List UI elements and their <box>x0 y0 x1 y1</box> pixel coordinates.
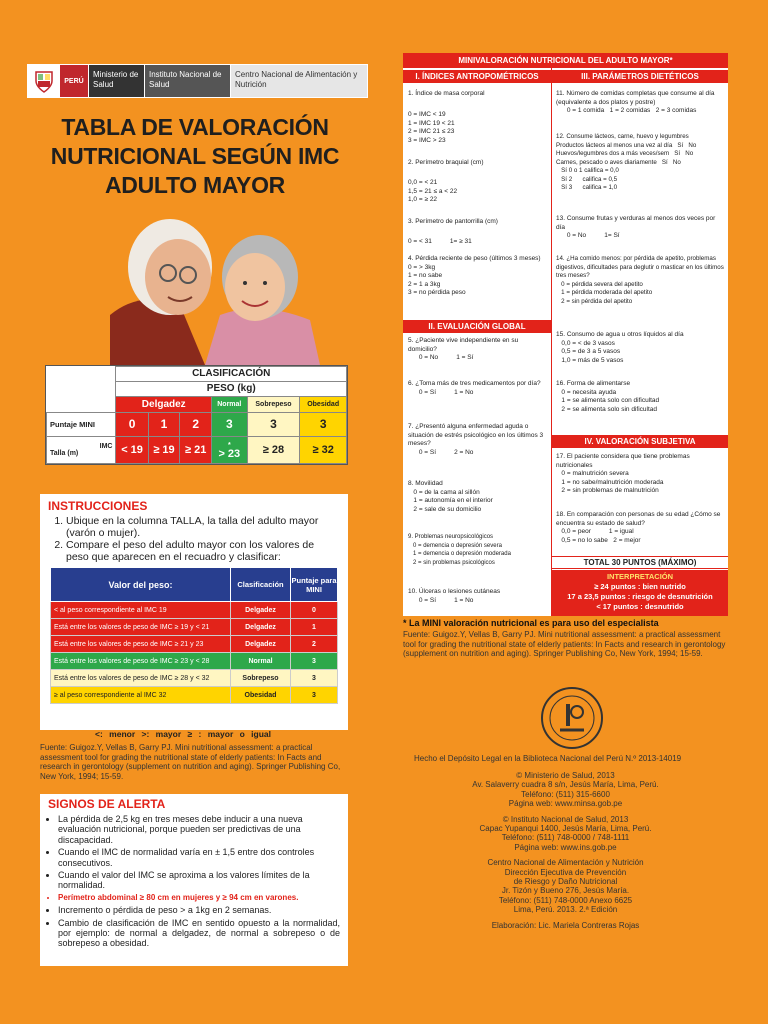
table-row: Está entre los valores de peso de IMC ≥ 23 y < 28 Normal 3 <box>51 653 338 670</box>
alert-signs-title: SIGNOS DE ALERTA <box>48 797 166 811</box>
mna-question: 3. Perímetro de pantorrilla (cm) <box>408 218 498 225</box>
mna-question: 18. En comparación con personas de su edad ¿Cómo se encuentra su estado de salud? 0,0 = peor 1 = igual 0,5 = no lo sabe 2 = mejor <box>556 511 721 544</box>
section-antropometricos: I. ÍNDICES ANTROPOMÉTRICOS <box>403 70 551 83</box>
mna-question: 8. Movilidad 0 = de la cama al sillón 1 = autonomía en el interior 2 = sale de su domicilio <box>408 480 493 513</box>
elderly-couple-image <box>110 205 320 365</box>
col-valor-peso: Valor del peso: <box>51 568 231 602</box>
section-valoracion-subjetiva: IV. VALORACIÓN SUBJETIVA <box>552 435 728 448</box>
imc-talla-label: IMC Talla (m) <box>47 436 116 463</box>
alert-signs-panel <box>40 794 348 966</box>
table-row: < al peso correspondiente al IMC 19 Delgadez 0 <box>51 602 338 619</box>
clasificacion-heading: CLASIFICACIÓN <box>116 367 347 382</box>
puntaje-cell: 2 <box>180 413 212 436</box>
mna-question: 17. El paciente considera que tiene problemas nutricionales 0 = malnutrición severa 1 = no sabe/malnutrición moderada 2 = sin problemas de malnutrición <box>556 453 690 494</box>
mna-question: 6. ¿Toma más de tres medicamentos por día? 0 = Sí 1 = No <box>408 380 541 396</box>
cenan-seal-icon <box>540 686 605 751</box>
imc-cell: * > 23 <box>212 436 248 463</box>
centro-label: Centro Nacional de Alimentación y Nutrición <box>230 65 367 97</box>
interpretation-box <box>552 570 728 616</box>
mna-question: 5. ¿Paciente vive independiente en su domicilio? 0 = No 1 = Sí <box>408 337 519 361</box>
imc-cell: < 19 <box>116 436 148 463</box>
list-item: • Cuando el valor del IMC se aproxima a los valores límites de la normalidad. <box>58 870 340 891</box>
ministerio-label: Ministerio de Salud <box>88 65 144 97</box>
interpretation-line: < 17 puntos : desnutrido <box>596 602 684 611</box>
specialist-note: * La MINI valoración nutricional es para uso del especialista <box>403 618 659 628</box>
puntaje-cell: 0 <box>116 413 148 436</box>
instructions-panel <box>40 494 348 730</box>
mna-question: 14. ¿Ha comido menos: por pérdida de apetito, problemas digestivos, dificultades para deglutir o masticar en los últimos tres meses? 0 = pérdida severa del apetito 1 = pérdida moderada del apetito 2 = sin pérdida del apetito <box>556 255 724 305</box>
institutional-header <box>27 64 368 98</box>
mna-question: 16. Forma de alimentarse 0 = necesita ayuda 1 = se alimenta solo con dificultad 2 = se alimenta solo sin dificultad <box>556 380 660 413</box>
legal-deposit: Hecho el Depósito Legal en la Biblioteca Nacional del Perú N.º 2013-14019 <box>414 754 682 763</box>
title-line-3: ADULTO MAYOR <box>105 172 285 198</box>
puntaje-cell: 3 <box>247 413 300 436</box>
page-title <box>40 113 350 200</box>
mna-question: 15. Consumo de agua u otros líquidos al día 0,0 = < de 3 vasos 0,5 = de 3 a 5 vasos 1,0 = más de 5 vasos <box>556 331 684 364</box>
table-row: ≥ al peso correspondiente al IMC 32 Obesidad 3 <box>51 687 338 704</box>
mna-question: 1. Índice de masa corporal <box>408 90 485 97</box>
coat-of-arms-icon <box>28 65 60 97</box>
alert-signs-list <box>40 814 348 949</box>
mna-question: 13. Consume frutas y verduras al menos dos veces por día 0 = No 1= Sí <box>556 215 716 239</box>
table-row: Está entre los valores de peso de IMC ≥ 28 y < 32 Sobrepeso 3 <box>51 670 338 687</box>
peru-label: PERÚ <box>60 65 88 97</box>
puntaje-cell: 3 <box>212 413 248 436</box>
imc-cell: ≥ 28 <box>247 436 300 463</box>
mna-question: 9. Problemas neuropsicológicos 0 = demencia o depresión severa 1 = demencia o depresión moderada 2 = sin problemas psicológicos <box>408 534 511 566</box>
symbols-legend: <: menor >: mayor ≥ : mayor o igual <box>95 729 272 739</box>
credits-block: © Ministerio de Salud, 2013 Av. Salaverry cuadra 8 s/n, Jesús María, Lima, Perú. Teléfono: (511) 315-6600 Página web: www.minsa.gob.pe © Instituto Nacional de Salud, 2013 Capac Yupanqui 1400, Jesús María, Lima, Perú. Teléfono: (511) 748-0000 / 748-1111 Página web: www.ins.gob.pe Centro Nacional de Alimentación y Nutrición Dirección Ejecutiva de Prevención de Riesgo y Daño Nutricional Jr. Tizón y Bueno 276, Jesús María. Teléfono: (511) 748-0000 Anexo 6625 Lima, Perú. 2013. 2.ª Edición Elaboración: Lic. Mariela Contreras Rojas <box>472 771 659 930</box>
mna-question: 4. Pérdida reciente de peso (últimos 3 meses) 0 = > 3kg 1 = no sabe 2 = 1 a 3kg 3 = no pérdida peso <box>408 255 541 296</box>
list-item: • Perímetro abdominal ≥ 80 cm en mujeres y ≥ 94 cm en varones. <box>58 893 340 903</box>
list-item: • La pérdida de 2,5 kg en tres meses debe inducir a una nueva evaluación nutricional, porque pueden ser predictivas de una discapacidad. <box>58 814 340 845</box>
mna-options: 0 = IMC < 19 1 = IMC 19 < 21 2 = IMC 21 ≤ 23 3 = IMC > 23 <box>408 111 455 144</box>
interpretation-line: ≥ 24 puntos : bien nutrido <box>594 582 686 591</box>
instructions-list <box>40 515 348 563</box>
sobrepeso-header: Sobrepeso <box>247 396 300 413</box>
weight-classification-table <box>50 567 338 704</box>
mna-question: 7. ¿Presentó alguna enfermedad aguda o situación de estrés psicológico en los últimos 3 meses? 0 = Sí 2 = No <box>408 423 544 456</box>
column-divider <box>551 68 552 616</box>
mna-panel <box>403 53 728 616</box>
mna-question: 12. Consume lácteos, carne, huevo y legumbres Productos lácteos al menos una vez al día Sí No Huevos/legumbres dos a más veces/sem Sí No Carnes, pescado o aves diariamente Sí No Sí 0 o 1 califica = 0,0 Sí 2 califica = 0,5 Sí 3 califica = 1,0 <box>556 133 697 191</box>
source-citation-2: Fuente: Guigoz.Y, Vellas B, Garry PJ. Mini nutritional assessment: a practical assessment tool for grading the nutritional state of elderly patients: In Facts and research in gerontology (supplement on nutrition and aging). Springer Publishing Co, New York, 1994; 15-59. <box>403 630 726 658</box>
table-row: Está entre los valores de peso de IMC ≥ 19 y < 21 Delgadez 1 <box>51 619 338 636</box>
source-citation: Fuente: Guigoz.Y, Vellas B, Garry PJ. Mini nutritional assessment: a practical assessment tool for grading the nutritional state of elderly patients: In Facts and research in gerontology (supplement on nutrition and aging). Springer Publishing Co, New York, 1994; 15-59. <box>40 743 341 781</box>
imc-cell: ≥ 21 <box>180 436 212 463</box>
title-line-2: NUTRICIONAL SEGÚN IMC <box>50 143 340 169</box>
interpretation-title: INTERPRETACIÓN <box>606 572 674 581</box>
total-points: TOTAL 30 PUNTOS (MÁXIMO) <box>552 556 728 569</box>
puntaje-mini-label: Puntaje MINI <box>47 413 116 436</box>
list-item: • Cuando el IMC de normalidad varía en ± 1,5 entre dos controles consecutivos. <box>58 847 340 868</box>
col-clasificacion: Clasificación <box>231 568 291 602</box>
delgadez-header: Delgadez <box>116 396 212 413</box>
puntaje-cell: 1 <box>148 413 180 436</box>
peso-heading: PESO (kg) <box>116 381 347 396</box>
title-line-1: TABLA DE VALORACIÓN <box>61 114 329 140</box>
interpretation-line: 17 a 23,5 puntos : riesgo de desnutrición <box>567 592 713 601</box>
table-row: Está entre los valores de peso de IMC ≥ 21 y 23 Delgadez 2 <box>51 636 338 653</box>
list-item: • Cambio de clasificación de IMC en sentido opuesto a la normalidad, por ejemplo: de normal a delgadez, de normal a sobrepeso o de sobrepeso a obesidad. <box>58 918 340 949</box>
imc-classification-table <box>45 365 348 465</box>
normal-header: Normal <box>212 396 248 413</box>
mna-options: 0,0 = < 21 1,5 = 21 ≤ a < 22 1,0 = ≥ 22 <box>408 179 458 203</box>
col-puntaje: Puntaje para MINI <box>291 568 338 602</box>
section-dieteticos: III. PARÁMETROS DIETÉTICOS <box>552 70 728 83</box>
mna-question: 2. Perímetro braquial (cm) <box>408 159 484 166</box>
instruction-step: 2. Compare el peso del adulto mayor con los valores de peso que aparecen en el recuadro y clasificar: <box>66 539 338 563</box>
instruction-step: 1. Ubique en la columna TALLA, la talla del adulto mayor (varón o mujer). <box>66 515 338 539</box>
list-item: • Incremento o pérdida de peso > a 1kg en 2 semanas. <box>58 905 340 915</box>
mna-question: 10. Úlceras o lesiones cutáneas 0 = Sí 1 = No <box>408 588 501 604</box>
imc-cell: ≥ 19 <box>148 436 180 463</box>
mna-title: MINIVALORACIÓN NUTRICIONAL DEL ADULTO MAYOR* <box>403 53 728 68</box>
section-evaluacion-global: II. EVALUACIÓN GLOBAL <box>403 320 551 333</box>
puntaje-cell: 3 <box>300 413 347 436</box>
instructions-title: INSTRUCCIONES <box>40 494 348 515</box>
imc-cell: ≥ 32 <box>300 436 347 463</box>
mna-question: 11. Número de comidas completas que consume al día (equivalente a dos platos y postre) 0 = 1 comida 1 = 2 comidas 2 = 3 comidas <box>556 90 715 114</box>
mna-options: 0 = < 31 1= ≥ 31 <box>408 238 472 245</box>
instituto-label: Instituto Nacional de Salud <box>144 65 230 97</box>
obesidad-header: Obesidad <box>300 396 347 413</box>
